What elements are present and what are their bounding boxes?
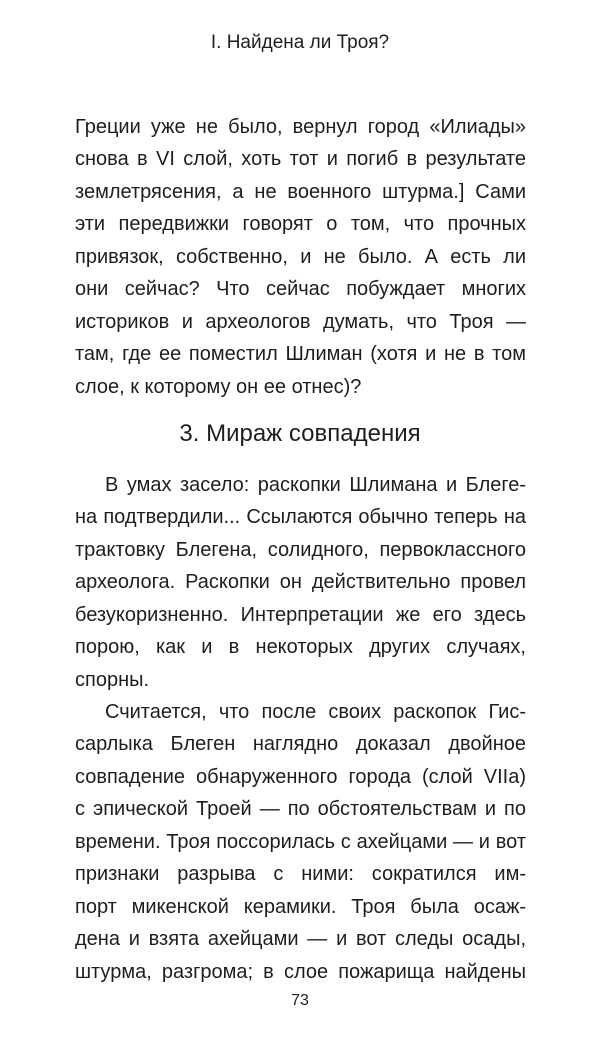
text-line: Считается, что после своих раскопок Гис- <box>105 701 526 723</box>
text-line: с эпической Троей — по обстоятельствам и по <box>75 798 526 821</box>
text-line: порт микенской керамики. Троя была осаж- <box>75 895 526 918</box>
text-line: признаки разрыва с ними: сократился им- <box>75 863 526 886</box>
text-line: В умах засело: раскопки Шлимана и Блеге- <box>105 474 526 496</box>
text-line: археолога. Раскопки он действительно провел <box>75 571 526 594</box>
text-line: эти передвижки говорят о том, что прочных <box>75 213 526 236</box>
text-line: они сейчас? Что сейчас побуждает многих <box>75 278 526 301</box>
text-line: землетрясения, а не военного штурма.] Сами <box>75 180 526 203</box>
text-line: историков и археологов думать, что Троя — <box>75 310 526 333</box>
text-line: сарлыка Блеген наглядно доказал двойное <box>75 733 526 756</box>
paragraph-3 <box>75 696 526 988</box>
text-line: штурма, разгрома; в слое пожарища найдены <box>75 960 526 983</box>
text-line: порою, как и в некоторых других случаях, <box>75 636 526 659</box>
text-line: безукоризненно. Интерпретации же его здесь <box>75 603 526 626</box>
text-line: трактовку Блегена, солидного, первоклассного <box>75 538 526 561</box>
text-line: там, где ее поместил Шлиман (хотя и не в том <box>75 343 526 366</box>
text-line: спорны. <box>75 668 150 691</box>
text-line: совпадение обнаруженного города (слой VIIa) <box>75 765 526 788</box>
text-line: привязок, собственно, и не было. А есть ли <box>75 245 526 268</box>
text-line: на подтвердили... Ссылаются обычно теперь на <box>75 506 526 529</box>
paragraph-2 <box>75 469 526 696</box>
page-number: 73 <box>291 992 309 1009</box>
running-header: I. Найдена ли Троя? <box>210 32 390 53</box>
section-heading: 3. Мираж совпадения <box>179 420 421 447</box>
text-line: снова в VI слой, хоть тот и погиб в результате <box>75 148 526 171</box>
text-line: слое, к которому он ее отнес)? <box>75 375 362 398</box>
text-line: дена и взята ахейцами — и вот следы осады, <box>75 928 526 951</box>
paragraph-1 <box>75 111 526 403</box>
text-line: Греции уже не было, вернул город «Илиады» <box>75 116 526 138</box>
text-line: времени. Троя поссорилась с ахейцами — и вот <box>75 830 526 853</box>
